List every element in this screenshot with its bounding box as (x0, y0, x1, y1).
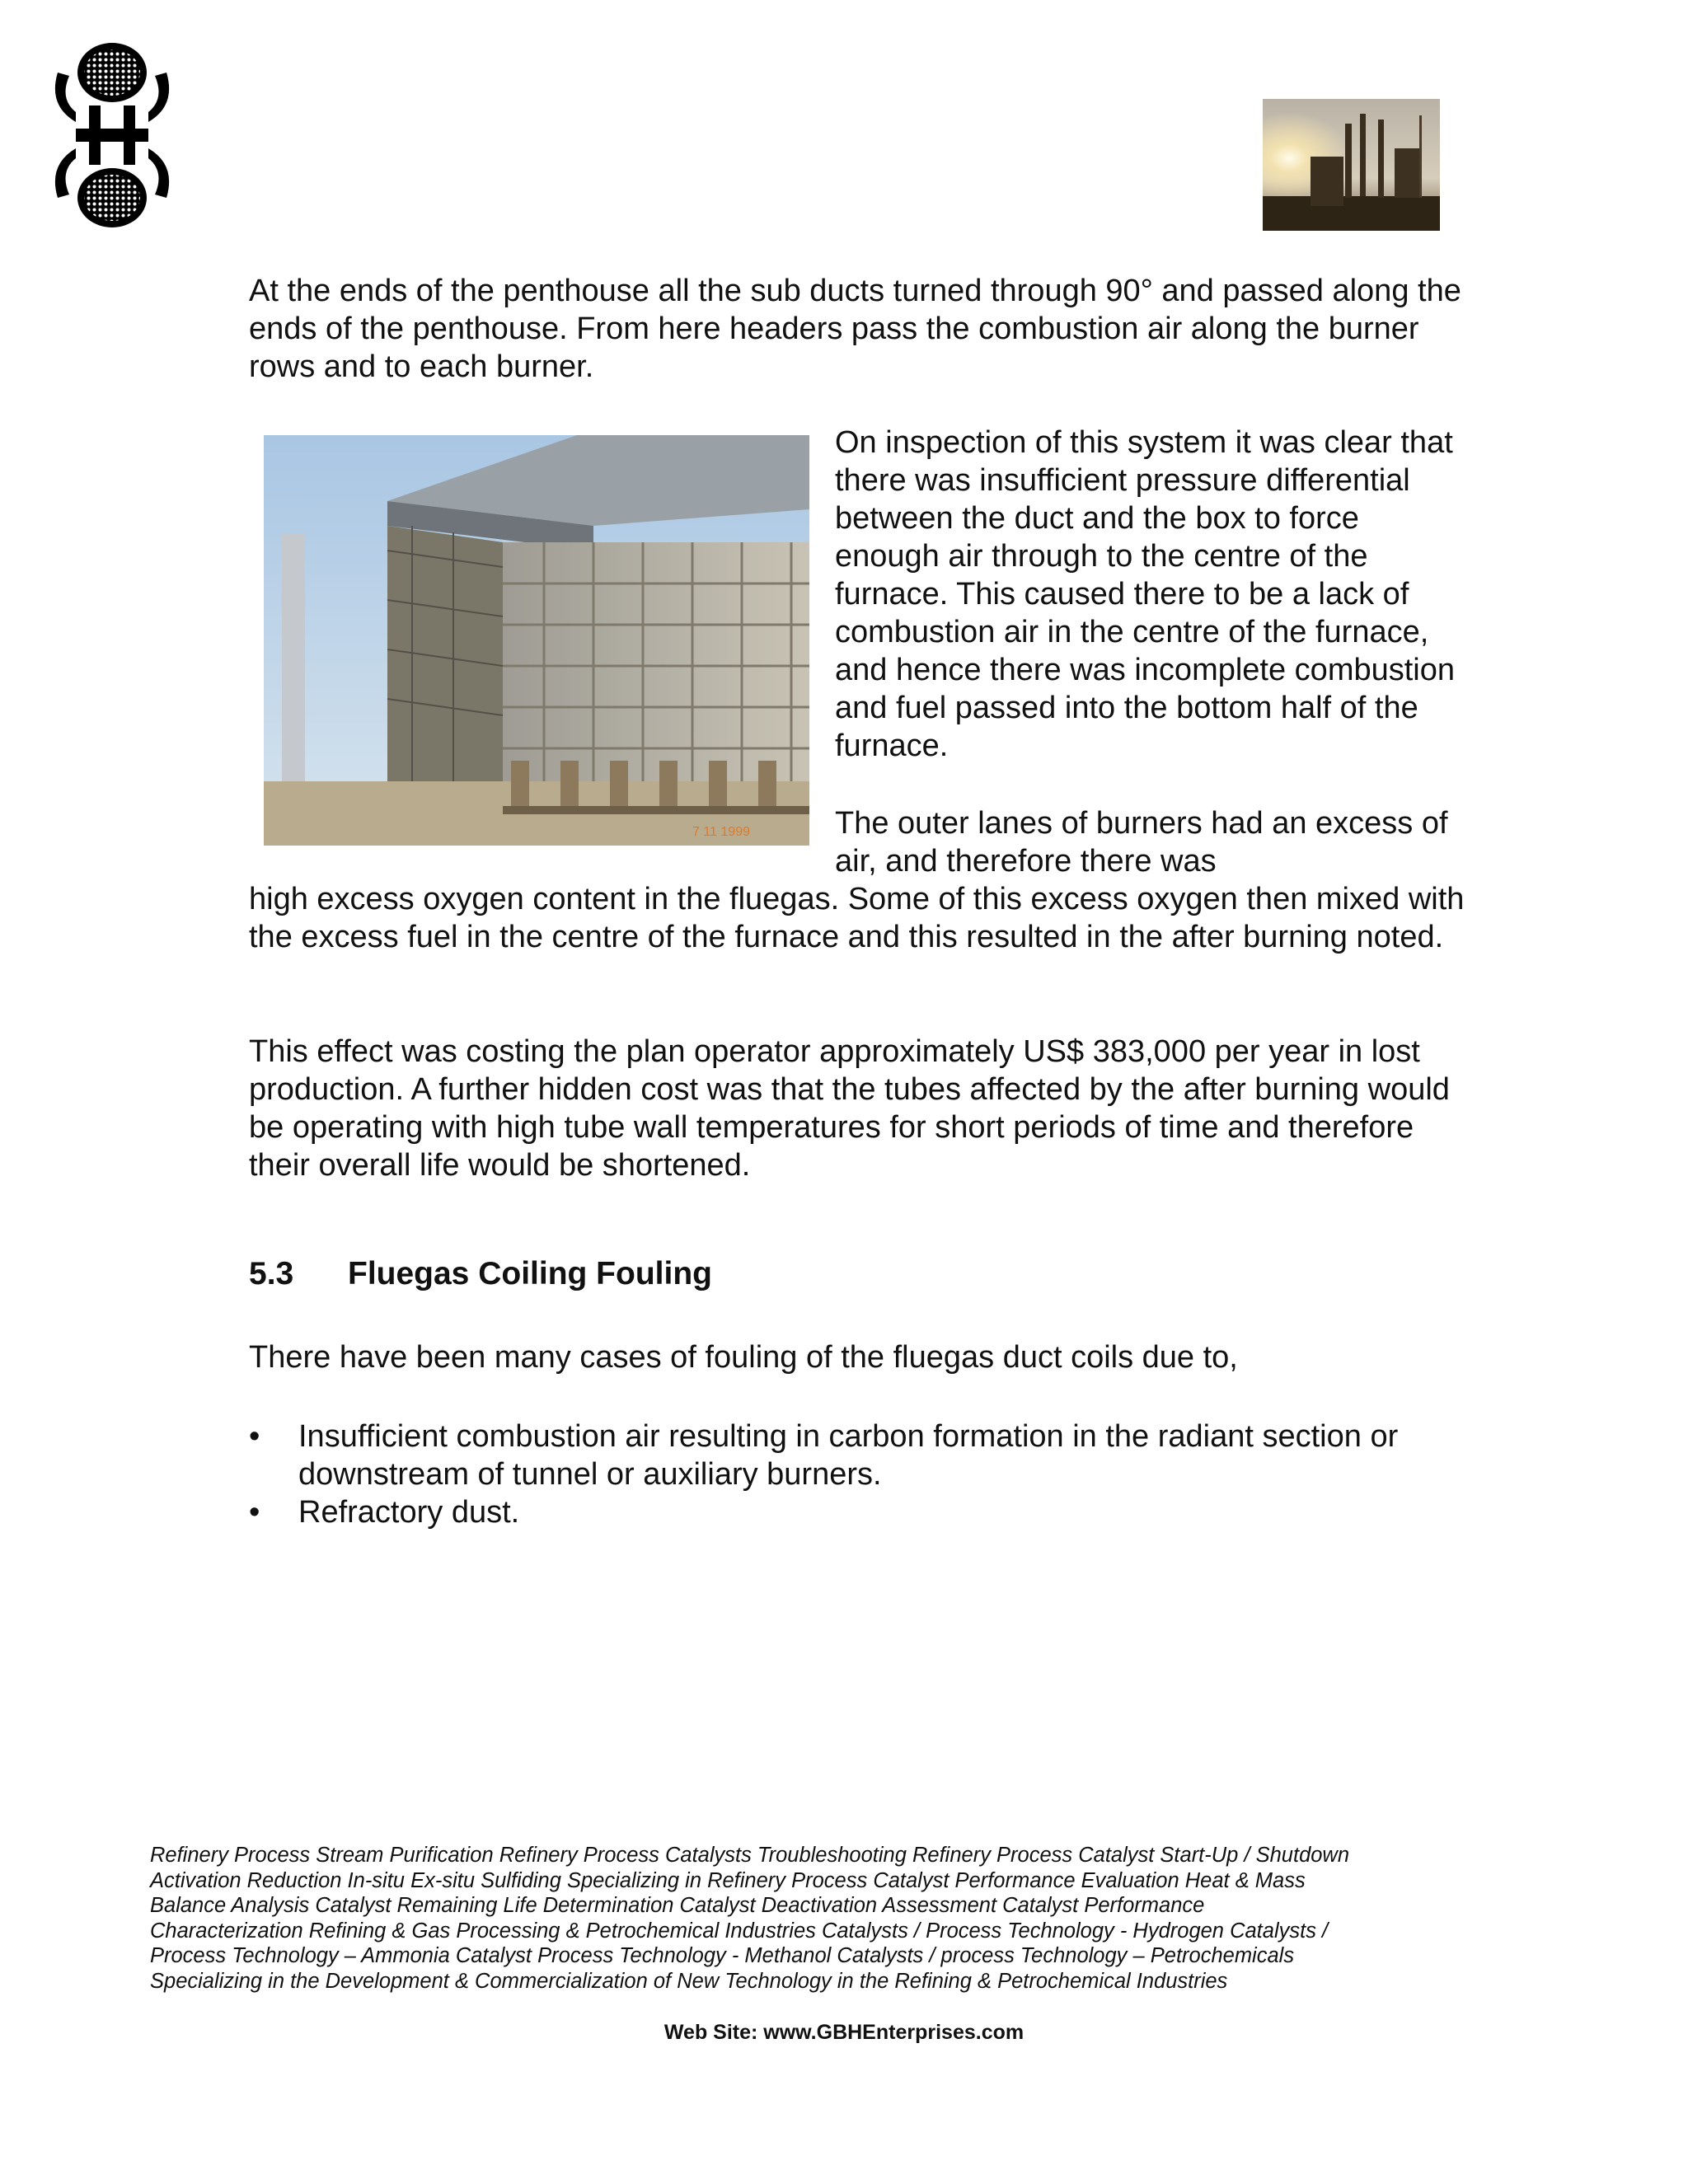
furnace-photo (264, 435, 809, 846)
footer-line: Process Technology – Ammonia Catalyst Process Technology - Methanol Catalysts / process Technology – Petrochemicals (150, 1944, 1295, 1967)
footer-line: Specializing in the Development & Commercialization of New Technology in the Refining & Petrochemical Industries (150, 1969, 1228, 1993)
company-logo (51, 40, 173, 231)
footer-line: Balance Analysis Catalyst Remaining Life Determination Catalyst Deactivation Assessment Catalyst Performance (150, 1894, 1205, 1917)
footer-line: Refinery Process Stream Purification Refinery Process Catalysts Troubleshooting Refinery Process Catalyst Start-Up / Shutdown (150, 1844, 1350, 1867)
section-heading (249, 1255, 1403, 1293)
refinery-sunset-photo (1263, 99, 1440, 231)
inspection-paragraph: On inspection of this system it was clear that there was insufficient pressure differential between the duct and the box to force enough air through to the centre of the furnace. This caused there to be a lack of combustion air in the centre of the furnace, and hence there was incomplete combustion and fuel passed into the bottom half of the furnace. (835, 425, 1456, 763)
section-number: 5.3 (249, 1256, 294, 1291)
list-item (249, 1493, 1469, 1531)
outer-lanes-paragraph-continued: high excess oxygen content in the fluegas. Some of this excess oxygen then mixed with the excess fuel in the centre of the furnace and this resulted in the after burning noted. (249, 882, 1465, 954)
footer-line: Activation Reduction In-situ Ex-situ Sulfiding Specializing in Refinery Process Catalyst Performance Evaluation Heat & Mass (150, 1868, 1306, 1892)
photo-date-stamp: 7 11 1999 (692, 825, 750, 839)
footer-website: Web Site: www.GBHEnterprises.com (663, 2021, 1025, 2044)
fouling-causes-list (249, 1418, 1469, 1531)
list-item-text: Insufficient combustion air resulting in carbon formation in the radiant section or downstream of tunnel or auxiliary burners. (298, 1419, 1399, 1492)
intro-paragraph: At the ends of the penthouse all the sub ducts turned through 90° and passed along the ends of the penthouse. From here headers pass the combustion air along the burner rows and to each burner. (249, 274, 1461, 384)
outer-lanes-paragraph-start: The outer lanes of burners had an excess of air, and therefore there was (835, 806, 1448, 879)
footer-services (150, 1843, 1436, 1994)
fouling-intro-paragraph: There have been many cases of fouling of the fluegas duct coils due to, (249, 1340, 1238, 1375)
list-item-text: Refractory dust. (298, 1495, 520, 1530)
list-item (249, 1418, 1469, 1493)
bullet-icon: • (249, 1495, 260, 1530)
footer-line: Characterization Refining & Gas Processing & Petrochemical Industries Catalysts / Process Technology - Hydrogen Catalysts / (150, 1919, 1329, 1943)
section-title: Fluegas Coiling Fouling (348, 1256, 712, 1291)
cost-paragraph: This effect was costing the plan operator approximately US$ 383,000 per year in lost production. A further hidden cost was that the tubes affected by the after burning would be operating with high tube wall temperatures for short periods of time and therefore their overall life would be shortened. (249, 1034, 1450, 1183)
bullet-icon: • (249, 1419, 260, 1454)
